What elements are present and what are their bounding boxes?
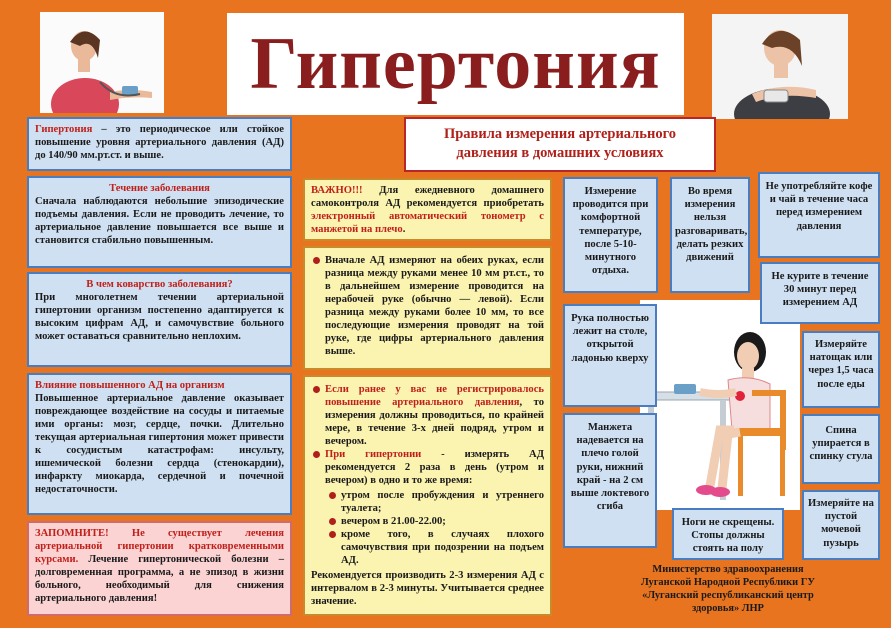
bubble-arm-position: Рука полностью лежит на столе, открытой ладонью кверху [563,304,657,407]
first-measure-box [303,246,552,370]
remember-text1: Не существует лечения артериальной гипертонии кратковременными курсами. [35,528,284,565]
title-banner [227,13,684,115]
definition-text: – это периодическое или стойкое повышение уровня артериального давления (АД) до 140/90 мм.рт.ст. и выше. [35,124,284,161]
bubble-no-coffee: Не употребляйте кофе и чай в течение часа перед измерением давления [758,172,880,258]
photo-woman-measuring-left [40,12,164,113]
schedule-p1-highlight: Если ранее у вас не регистрировалось повышение артериального давления [325,384,544,408]
schedule-p1-text: , то измерения должны проводиться, по крайней мере, в течение 3-х дней подряд, утром и вечером. [325,397,544,447]
insidious-heading: В чем коварство заболевания? [86,279,233,290]
remember-box [27,521,292,616]
remember-text2: Лечение гипертонической болезни – долговременная программа, а не эпизод в жизни больного, необходимый для снижения артериального давления! [35,554,284,604]
influence-text: Повышенное артериальное давление оказывает повреждающее воздействие на сосуды и питаемые ими органы: мозг, сердце, почки. Длительно текущая артериальная гипертония может привести к сосудистым катастрофам: инсульту, ишемической болезни сердца (стенокардии), инфаркту миокарда, сердечной и почечной недостаточности. [35,393,284,495]
bubble-legs: Ноги не скрещены. Стопы должны стоять на полу [672,508,784,560]
remember-label: ЗАПОМНИТЕ! [35,528,109,539]
schedule-p2-label: При гипертонии [325,449,422,460]
bubble-temperature: Измерение проводится при комфортной температуре, после 5-10-минутного отдыха. [563,177,658,293]
definition-box [27,117,292,171]
course-box [27,176,292,268]
schedule-item: вечером в 21.00-22.00; [327,515,544,528]
bubble-back-support: Спина упирается в спинку стула [802,414,880,484]
schedule-p2-text: - измерять АД рекомендуется 2 раза в день (утром и вечером) в одно и то же время: [325,449,544,486]
definition-term: Гипертония [35,124,93,135]
schedule-p1 [311,383,544,448]
bubble-no-talking: Во время измерения нельзя разговаривать, делать резких движений [670,177,750,293]
subtitle: Правила измерения артериального давления в домашних условиях [443,126,677,161]
course-heading: Течение заболевания [109,183,210,194]
schedule-footer: Рекомендуется производить 2-3 измерения АД с интервалом в 2-3 минуты. Учитывается среднее значение. [311,570,544,607]
first-measure-text: Вначале АД измеряют на обеих руках, если разница между руками менее 10 мм рт.ст., то в дальнейшем измерение проводится на нерабочей руке (обычно — левой). Если разница между руками более 10 мм, то все последующие измерения проводят на той руке, где цифры артериального давления выше. [311,254,544,358]
influence-heading: Влияние повышенного АД на организм [35,380,225,391]
schedule-box [303,375,552,616]
important-box [303,178,552,241]
page-title: Гипертония [250,23,661,105]
schedule-item: кроме того, в случаях плохого самочувствия при подозрении на подъем АД. [327,528,544,567]
important-text: Для ежедневного домашнего самоконтроля АД рекомендуется приобретать [311,185,544,209]
insidious-text: При многолетнем течении артериальной гипертонии организм постепенно адаптируется к высоким цифрам АД, и самочувствие больного может оставаться сравнительно неплохим. [35,292,284,342]
bubble-no-smoking: Не курите в течение 30 минут перед измерением АД [760,262,880,324]
important-label: ВАЖНО!!! [311,185,363,196]
schedule-item: утром после пробуждения и утреннего туалета; [327,489,544,515]
credits: Министерство здравоохранения Луганской Народной Республики ГУ «Луганский республиканский центр здоровья» ЛНР [641,564,815,614]
bubble-fasting: Измеряйте натощак или через 1,5 часа после еды [802,331,880,408]
photo-woman-measuring-right [712,14,848,119]
bubble-empty-bladder: Измеряйте на пустой мочевой пузырь [802,490,880,560]
insidious-box [27,272,292,367]
important-highlight: электронный автоматический тонометр с манжетой на плечо [311,211,544,235]
bubble-cuff: Манжета надевается на плечо голой руки, нижний край - на 2 см выше локтевого сгиба [563,413,657,548]
important-end: . [402,224,406,235]
schedule-p2 [311,448,544,487]
subtitle-box [404,117,716,172]
illustration-woman-at-table [640,300,800,510]
influence-box [27,373,292,515]
course-text: Сначала наблюдаются небольшие эпизодические подъемы давления. Если не проводить лечение, то артериальное давление повышается все выше и становится стабильно повышенным. [35,196,284,246]
